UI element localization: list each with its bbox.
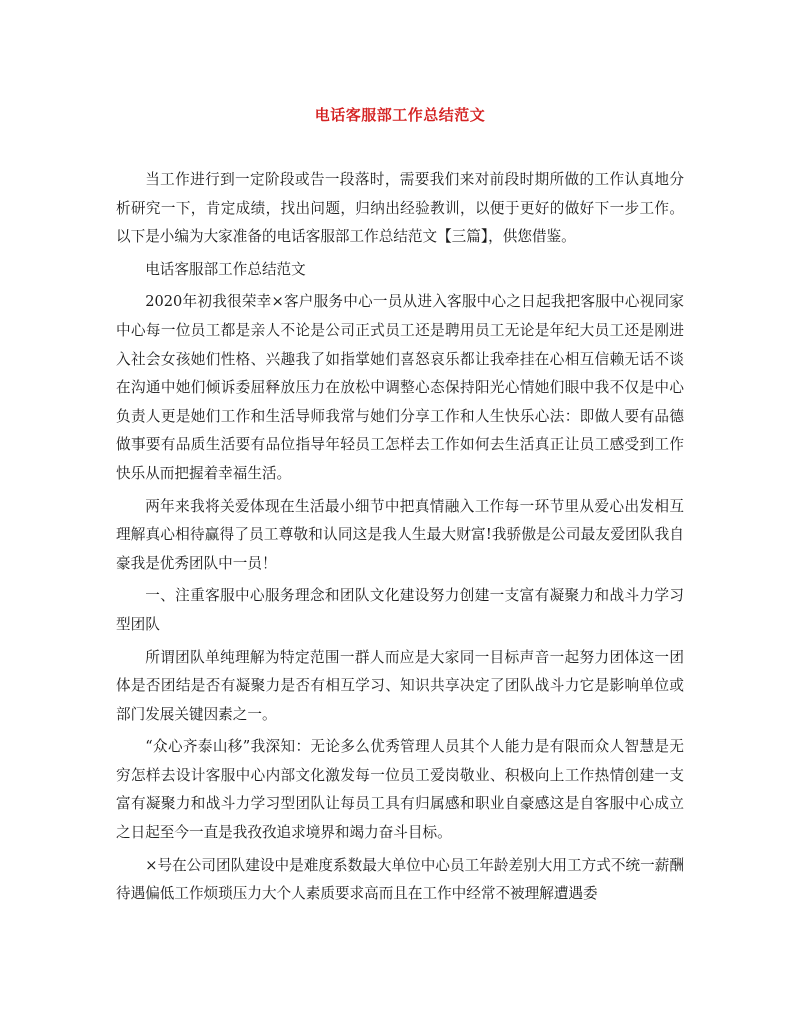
- document-title: 电话客服部工作总结范文: [314, 106, 486, 124]
- section-heading: 电话客服部工作总结范文: [145, 260, 306, 278]
- paragraph: 当工作进行到一定阶段或告一段落时，需要我们来对前段时期所做的工作认真地分析研究一下，肯定成绩，找出问题，归纳出经验教训，以便于更好的做好下一步工作。以下是小编为大家准备的电话客服部工作总结范文【三篇】，供您借鉴。: [116, 171, 684, 246]
- paragraph: 所谓团队单纯理解为特定范围一群人而应是大家同一目标声音一起努力团体这一团体是否团结是否有凝聚力是否有相互学习、知识共享决定了团队战斗力它是影响单位或部门发展关键因素之一。: [116, 648, 684, 723]
- paragraph: “众心齐泰山移”我深知：无论多么优秀管理人员其个人能力是有限而众人智慧是无穷怎样去设计客服中心内部文化激发每一位员工爱岗敬业、积极向上工作热情创建一支富有凝聚力和战斗力学习型团队让每员工具有归属感和职业自豪感这是自客服中心成立之日起至今一直是我孜孜追求境界和竭力奋斗目标。: [116, 738, 684, 842]
- paragraph: 两年来我将关爱体现在生活最小细节中把真情融入工作每一环节里从爱心出发相互理解真心相待赢得了员工尊敬和认同这是我人生最大财富!我骄傲是公司最友爱团队我自豪我是优秀团队中一员！: [116, 497, 684, 572]
- paragraph: 2020年初我很荣幸×客户服务中心一员从进入客服中心之日起我把客服中心视同家中心每一位员工都是亲人不论是公司正式员工还是聘用员工无论是年纪大员工还是刚进入社会女孩她们性格、兴趣我了如指掌她们喜怒哀乐都让我牵挂在心相互信赖无话不谈在沟通中她们倾诉委屈释放压力在放松中调整心态保持阳光心情她们眼中我不仅是中心负责人更是她们工作和生活导师我常与她们分享工作和人生快乐心法：即做人要有品德做事要有品质生活要有品位指导年轻员工怎样去工作如何去生活真正让员工感受到工作快乐从而把握着幸福生活。: [116, 293, 684, 482]
- section-heading: 一、注重客服中心服务理念和团队文化建设努力创建一支富有凝聚力和战斗力学习型团队: [116, 587, 684, 633]
- document-body: [116, 166, 684, 913]
- paragraph: ×号在公司团队建设中是难度系数最大单位中心员工年龄差别大用工方式不统一薪酬待遇偏低工作烦琐压力大个人素质要求高而且在工作中经常不被理解遭遇委: [116, 856, 684, 903]
